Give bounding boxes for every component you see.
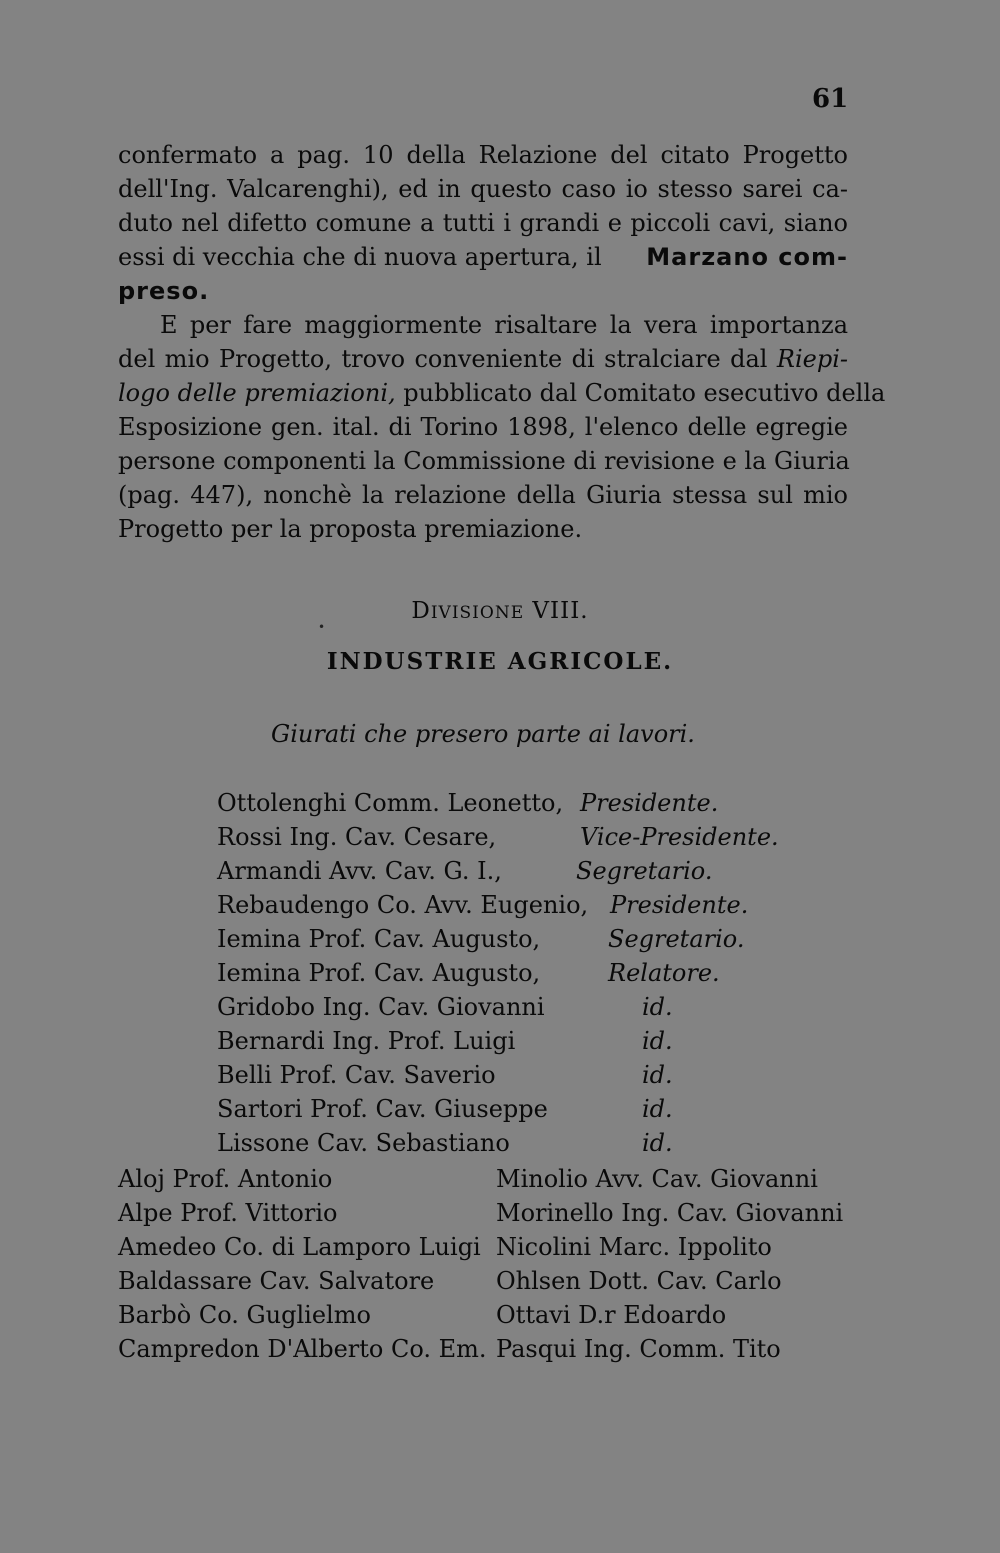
division-number: VIII. <box>524 598 589 624</box>
member-name: Ottavi D.r Edoardo <box>496 1301 727 1329</box>
jury-officer-row <box>217 1024 837 1058</box>
officer-name: Sartori Prof. Cav. Giuseppe <box>217 1095 548 1123</box>
officer-role: Segretario. <box>576 857 713 885</box>
paragraph-2-line: E per fare maggiormente risaltare la vera importanza <box>160 311 848 339</box>
officer-name: Iemina Prof. Cav. Augusto, <box>217 959 541 987</box>
emphasis-preso: preso. <box>118 277 210 305</box>
officer-name: Armandi Avv. Cav. G. I., <box>217 857 502 885</box>
officer-role: Segretario. <box>608 925 745 953</box>
officer-name: Rebaudengo Co. Avv. Eugenio, <box>217 891 589 919</box>
officer-name: Ottolenghi Comm. Leonetto, <box>217 789 564 817</box>
member-name: Alpe Prof. Vittorio <box>118 1199 338 1227</box>
officer-name: Iemina Prof. Cav. Augusto, <box>217 925 541 953</box>
paragraph-2-line: Esposizione gen. ital. di Torino 1898, l'elenco delle egregie <box>118 413 848 441</box>
paragraph-2-line: (pag. 447), nonchè la relazione della Giuria stessa sul mio <box>118 481 848 509</box>
officer-role: id. <box>642 1027 673 1055</box>
page-number: 61 <box>812 84 849 114</box>
jury-members-right-column <box>496 1162 843 1366</box>
member-name: Ohlsen Dott. Cav. Carlo <box>496 1267 782 1295</box>
officer-role: Vice-Presidente. <box>580 823 779 851</box>
member-name: Barbò Co. Guglielmo <box>118 1301 371 1329</box>
paragraph-2-line: persone componenti la Commissione di revisione e la Giuria <box>118 447 850 475</box>
officer-role: id. <box>642 1095 673 1123</box>
officer-name: Bernardi Ing. Prof. Luigi <box>217 1027 516 1055</box>
officer-role: id. <box>642 993 673 1021</box>
officer-name: Belli Prof. Cav. Saverio <box>217 1061 496 1089</box>
jury-officer-row <box>217 990 837 1024</box>
paragraph-2-text: del mio Progetto, trovo conveniente di stralciare dal <box>118 345 777 373</box>
jury-officer-row <box>217 786 837 820</box>
paragraph-2-italic: Riepi- <box>776 345 848 373</box>
paragraph-1-line: dell'Ing. Valcarenghi), ed in questo caso io stesso sarei ca- <box>118 175 848 203</box>
jury-officer-row <box>217 922 837 956</box>
division-heading <box>0 598 1000 624</box>
paragraph-2-line <box>118 376 886 410</box>
officer-name: Lissone Cav. Sebastiano <box>217 1129 510 1157</box>
paragraph-1-line: confermato a pag. 10 della Relazione del citato Progetto <box>118 141 848 169</box>
paragraph-1-line <box>118 274 848 308</box>
officer-name: Gridobo Ing. Cav. Giovanni <box>217 993 545 1021</box>
member-name: Campredon D'Alberto Co. Em. <box>118 1335 487 1363</box>
paragraph-2 <box>118 308 886 546</box>
officer-role: Presidente. <box>610 891 749 919</box>
officer-role: Relatore. <box>608 959 720 987</box>
member-name: Baldassare Cav. Salvatore <box>118 1267 435 1295</box>
paragraph-2-text: pubblicato dal Comitato esecutivo della <box>395 379 886 407</box>
paragraph-2-line <box>118 342 848 376</box>
jury-officer-row <box>217 1058 837 1092</box>
print-speck: • <box>318 620 326 634</box>
emphasis-marzano: Marzano com- <box>646 243 848 271</box>
member-name: Amedeo Co. di Lamporo Luigi <box>118 1233 481 1261</box>
member-name: Aloj Prof. Antonio <box>118 1165 333 1193</box>
member-name: Minolio Avv. Cav. Giovanni <box>496 1165 818 1193</box>
paragraph-1-line: essi di vecchia che di nuova apertura, il <box>118 243 602 271</box>
jury-officer-row <box>217 820 837 854</box>
division-prefix-small: IVISIONE <box>430 603 525 623</box>
paragraph-2-italic: logo delle premiazioni, <box>118 379 396 407</box>
paragraph-1-line-with-emphasis <box>118 240 848 274</box>
jury-caption: Giurati che presero parte ai lavori. <box>271 720 695 748</box>
jury-officer-row <box>217 1092 837 1126</box>
section-title: INDUSTRIE AGRICOLE. <box>326 648 674 675</box>
member-name: Pasqui Ing. Comm. Tito <box>496 1335 781 1363</box>
jury-officer-row <box>217 854 837 888</box>
jury-officers-list <box>217 786 837 1160</box>
jury-members-left-column <box>118 1162 487 1366</box>
paragraph-2-line: Progetto per la proposta premiazione. <box>118 515 583 543</box>
officer-role: Presidente. <box>580 789 719 817</box>
officer-role: id. <box>642 1061 673 1089</box>
paragraph-1 <box>118 138 848 308</box>
jury-officer-row <box>217 1126 837 1160</box>
jury-officer-row <box>217 888 837 922</box>
member-name: Morinello Ing. Cav. Giovanni <box>496 1199 844 1227</box>
officer-role: id. <box>642 1129 673 1157</box>
paragraph-1-line: duto nel difetto comune a tutti i grandi e piccoli cavi, siano <box>118 209 848 237</box>
division-prefix-cap: D <box>411 598 431 624</box>
jury-officer-row <box>217 956 837 990</box>
officer-name: Rossi Ing. Cav. Cesare, <box>217 823 497 851</box>
member-name: Nicolini Marc. Ippolito <box>496 1233 772 1261</box>
